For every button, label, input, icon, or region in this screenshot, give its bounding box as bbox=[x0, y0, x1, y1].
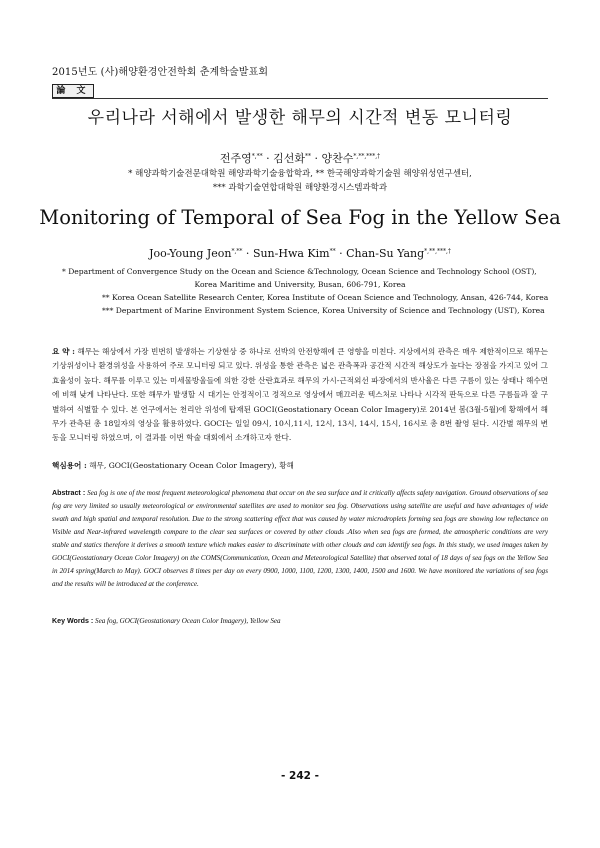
abstract-korean bbox=[52, 345, 548, 446]
abstract-korean-label: 요 약 : bbox=[52, 347, 75, 356]
authors-korean bbox=[0, 150, 600, 166]
keywords-korean bbox=[52, 460, 548, 471]
author-affiliation-mark: *,**,***,† bbox=[424, 248, 451, 255]
abstract-english bbox=[52, 487, 548, 591]
author-affiliation-mark: *,**,***,† bbox=[353, 153, 381, 160]
abstract-english-text: Sea fog is one of the most frequent meteorological phenomena that occur on the sea surface and it critically affects safety navigation. Ground observations of sea fog are very limited so usually meteorological or environmental satellites are used to monitor sea fog. Observations using satellite are useful and have advantages of wide swath and high spatial and temporal resolution. Due to the strong scattering effect that was caused by water microdroplets forming sea fogs are showing low reflectance on Visible and Near-infrared wavelength compare to the clear sea surfaces or covered by other clouds .Also when sea fogs are formed, the atmospheric conditions are very stable and statics therefore it derives a smooth texture which makes easier to discriminate with other clouds and can identify sea fogs. In this study, we used images taken by GOCI(Geostationary Ocean Color Imagery) on the COMS(Communication, Ocean and Meteorological Satellite) that observed total of 18 days of sea fogs on the Yellow Sea in 2014 spring(March to May). GOCI observes 8 times per day on every 0900, 1000, 1100, 1200, 1300, 1400, 1500 and 1600. We have monitored the variations of sea fogs and the results will be introduced at the conference. bbox=[52, 489, 548, 588]
author-affiliation-mark: *,** bbox=[231, 248, 243, 255]
abstract-english-label: Abstract : bbox=[52, 489, 86, 497]
title-korean: 우리나라 서해에서 발생한 해무의 시간적 변동 모니터링 bbox=[87, 108, 513, 128]
keywords-english bbox=[52, 617, 548, 625]
author-separator: · bbox=[311, 152, 322, 165]
author-name: Sun-Hwa Kim bbox=[252, 247, 330, 260]
keywords-korean-label: 핵심용어 : bbox=[52, 461, 87, 470]
affiliation-english: *** Department of Marine Environment System Science, Korea University of Science and Technology (UST), Korea bbox=[102, 306, 545, 315]
author-separator: · bbox=[335, 247, 347, 260]
affiliation-korean: * 해양과학기술전문대학원 해양과학기술융합학과, ** 한국해양과학기술원 해양위성연구센터, bbox=[128, 169, 472, 179]
keywords-korean-text: 해무, GOCI(Geostationary Ocean Color Imagery), 황해 bbox=[86, 461, 294, 470]
author-separator: · bbox=[262, 152, 274, 165]
author-name: Chan-Su Yang bbox=[346, 247, 425, 260]
affiliation-english: Korea Maritime and University, Busan, 606-791, Korea bbox=[194, 280, 406, 289]
author-affiliation-mark: *,** bbox=[251, 153, 263, 160]
author-affiliation-mark: ** bbox=[329, 248, 336, 255]
keywords-english-label: Key Words : bbox=[52, 617, 94, 625]
abstract-korean-text: 해무는 해상에서 가장 빈번히 발생하는 기상현상 중 하나로 선박의 안전항해에 큰 영향을 미친다. 지상에서의 관측은 매우 제한적이므로 해무는 기상위성이나 환경위성을 사용하여 주로 모니터링 되고 있다. 위성을 통한 관측은 넓은 관측폭과 공간적 시간적 해상도가 높다는 장점을 가지고 있어 그 효율성이 높다. 해무를 이루고 있는 미세물방울들에 의한 강한 산란효과로 해무의 가시-근적외선 파장에서의 반사율은 다른 구름이 있는 상태나 해수면에 비해 낮게 나타난다. 또한 해무가 발생할 시 대기는 안정적이고 정적으로 영상에서 매끄러운 텍스처로 나타나 시각적 판독으로 다른 구름들과 잘 구별하여 식별할 수 있다. 본 연구에서는 천리안 위성에 탑재된 GOCI(Geostationary Ocean Color Imagery)로 2014년 봄(3월-5월)에 황해에서 해무가 관측된 총 18일자의 영상을 활용하였다. GOCI는 일일 09시, 10시,11시, 12시, 13시, 14시, 15시, 16시로 총 8번 촬영 된다. 시간별 해무의 변동을 모니터링 하였으며, 이 결과를 이번 학술 대회에서 소개하고자 한다. bbox=[52, 347, 548, 443]
page-number: - 242 - bbox=[281, 770, 319, 782]
author-name: 김선화 bbox=[273, 152, 306, 165]
author-name: Joo-Young Jeon bbox=[149, 247, 232, 260]
header-rule bbox=[52, 98, 548, 99]
author-affiliation-mark: ** bbox=[305, 153, 312, 160]
author-name: 전주영 bbox=[219, 152, 252, 165]
affiliation-korean: *** 과학기술연합대학원 해양환경시스템과학과 bbox=[212, 183, 388, 193]
author-name: 양찬수 bbox=[321, 152, 354, 165]
paper-type-badge: 論 文 bbox=[52, 84, 94, 98]
title-english: Monitoring of Temporal of Sea Fog in the Yellow Sea bbox=[39, 206, 561, 229]
keywords-english-text: Sea fog, GOCI(Geostationary Ocean Color Imagery), Yellow Sea bbox=[93, 617, 281, 625]
authors-english bbox=[0, 247, 600, 260]
author-separator: · bbox=[242, 247, 253, 260]
conference-name: 2015년도 (사)해양환경안전학회 춘계학술발표회 bbox=[52, 67, 269, 78]
affiliation-english: ** Korea Ocean Satellite Research Center, Korea Institute of Ocean Science and Technology, Ansan, 426-744, Korea bbox=[102, 293, 549, 302]
affiliation-english: * Department of Convergence Study on the Ocean and Science &Technology, Ocean Science and Technology School (OST), bbox=[62, 267, 537, 276]
